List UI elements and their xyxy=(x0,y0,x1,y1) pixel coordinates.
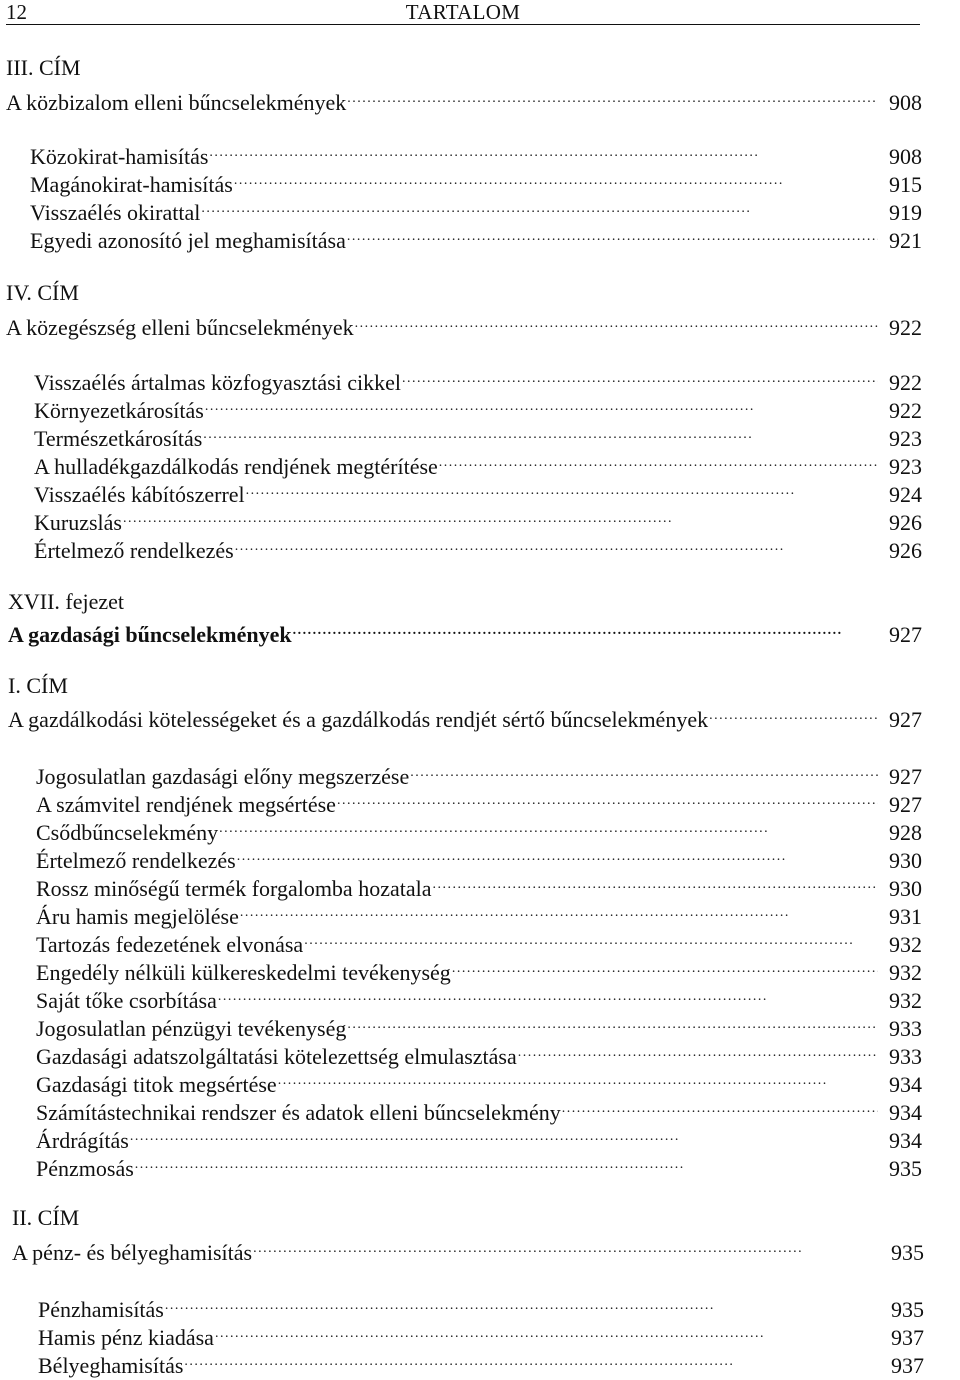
entry-page: 923 xyxy=(889,454,922,479)
entry-page: 932 xyxy=(889,988,922,1013)
dot-leader xyxy=(518,1036,878,1064)
entry-page: 931 xyxy=(889,904,922,929)
entry-title: A gazdasági bűncselekmények xyxy=(8,622,292,647)
entry-title: Magánokirat-hamisítás xyxy=(30,172,233,197)
toc-entry xyxy=(36,784,922,817)
entry-page: 927 xyxy=(889,707,922,732)
dot-leader xyxy=(452,952,878,980)
toc-entry xyxy=(34,418,922,451)
toc-entry xyxy=(36,1092,922,1125)
entry-page: 937 xyxy=(891,1325,924,1350)
dot-leader xyxy=(130,1120,878,1148)
entry-title: Közokirat-hamisítás xyxy=(30,144,209,169)
toc-entry xyxy=(30,192,922,225)
toc-entry xyxy=(34,362,922,395)
dot-leader xyxy=(209,136,878,164)
entry-title: Értelmező rendelkezés xyxy=(36,848,236,873)
dot-leader xyxy=(218,980,878,1008)
entry-title: Bélyeghamisítás xyxy=(38,1353,184,1378)
dot-leader xyxy=(219,812,878,840)
entry-page: 922 xyxy=(889,370,922,395)
toc-entry xyxy=(38,1289,924,1322)
toc-entry xyxy=(36,868,922,901)
entry-title: Engedély nélküli külkereskedelmi tevékenység xyxy=(36,960,451,985)
chapter-label: XVII. fejezet xyxy=(8,589,125,614)
toc-entry xyxy=(34,474,922,507)
entry-page: 928 xyxy=(889,820,922,845)
entry-title: Természetkárosítás xyxy=(34,426,203,451)
dot-leader xyxy=(237,840,878,868)
entry-title: Egyedi azonosító jel meghamisítása xyxy=(30,228,346,253)
dot-leader xyxy=(240,896,878,924)
entry-page: 921 xyxy=(889,228,922,253)
page-header xyxy=(6,0,920,25)
entry-page: 926 xyxy=(889,538,922,563)
dot-leader xyxy=(347,82,878,110)
entry-page: 908 xyxy=(889,90,922,115)
entry-title: A közbizalom elleni bűncselekmények xyxy=(6,90,347,115)
entry-page: 922 xyxy=(889,315,922,340)
toc-entry xyxy=(34,502,922,535)
dot-leader xyxy=(165,1289,880,1317)
toc-entry xyxy=(30,136,922,169)
entry-page: 923 xyxy=(889,426,922,451)
entry-page: 934 xyxy=(889,1072,922,1097)
entry-page: 934 xyxy=(889,1100,922,1125)
toc-entry-section xyxy=(12,1232,924,1265)
toc-entry xyxy=(36,952,922,985)
page-number: 12 xyxy=(6,0,27,24)
section-label: I. CÍM xyxy=(8,673,68,698)
entry-title: Kuruzslás xyxy=(34,510,122,535)
entry-page: 935 xyxy=(891,1240,924,1265)
entry-title: Jogosulatlan gazdasági előny megszerzése xyxy=(36,764,410,789)
dot-leader xyxy=(201,192,878,220)
toc-entry xyxy=(36,812,922,845)
dot-leader xyxy=(246,474,878,502)
dot-leader xyxy=(562,1092,878,1120)
toc-entry xyxy=(36,896,922,929)
entry-page: 924 xyxy=(889,482,922,507)
dot-leader xyxy=(135,1148,878,1176)
toc-entry-section xyxy=(6,307,922,340)
toc-entry xyxy=(38,1345,924,1378)
entry-page: 933 xyxy=(889,1016,922,1041)
dot-leader xyxy=(337,784,878,812)
entry-title: Környezetkárosítás xyxy=(34,398,204,423)
entry-title: Jogosulatlan pénzügyi tevékenység xyxy=(36,1016,347,1041)
entry-title: Saját tőke csorbítása xyxy=(36,988,217,1013)
toc-entry xyxy=(36,1036,922,1069)
dot-leader xyxy=(347,220,878,248)
dot-leader xyxy=(205,390,878,418)
entry-page: 930 xyxy=(889,848,922,873)
entry-page: 933 xyxy=(889,1044,922,1069)
section-label: II. CÍM xyxy=(12,1205,80,1230)
dot-leader xyxy=(410,756,878,784)
toc-entry xyxy=(30,164,922,197)
entry-title: Pénzhamisítás xyxy=(38,1297,164,1322)
entry-title: Gazdasági adatszolgáltatási kötelezettség elmulasztása xyxy=(36,1044,517,1069)
dot-leader xyxy=(215,1317,880,1345)
dot-leader xyxy=(304,924,878,952)
dot-leader xyxy=(355,307,878,335)
entry-title: Áru hamis megjelölése xyxy=(36,904,239,929)
toc-entry xyxy=(36,1148,922,1181)
dot-leader xyxy=(402,362,878,390)
entry-title: A gazdálkodási kötelességeket és a gazdálkodás rendjét sértő bűncselekmények xyxy=(8,707,709,732)
toc-entry-chapter xyxy=(8,614,922,647)
toc-entry xyxy=(36,840,922,873)
toc-entry xyxy=(38,1317,924,1350)
entry-page: 926 xyxy=(889,510,922,535)
entry-title: Csődbűncselekmény xyxy=(36,820,219,845)
entry-page: 935 xyxy=(889,1156,922,1181)
entry-page: 934 xyxy=(889,1128,922,1153)
dot-leader xyxy=(123,502,878,530)
toc-entry xyxy=(34,390,922,423)
toc-entry xyxy=(30,220,922,253)
entry-page: 932 xyxy=(889,932,922,957)
dot-leader xyxy=(235,530,878,558)
entry-title: A pénz- és bélyeghamisítás xyxy=(12,1240,253,1265)
entry-title: Gazdasági titok megsértése xyxy=(36,1072,277,1097)
toc-entry xyxy=(36,1008,922,1041)
dot-leader xyxy=(432,868,878,896)
entry-page: 927 xyxy=(889,792,922,817)
entry-page: 930 xyxy=(889,876,922,901)
dot-leader xyxy=(439,446,878,474)
entry-page: 919 xyxy=(889,200,922,225)
entry-page: 922 xyxy=(889,398,922,423)
entry-page: 932 xyxy=(889,960,922,985)
entry-page: 927 xyxy=(889,764,922,789)
toc-entry xyxy=(36,1064,922,1097)
toc-entry xyxy=(36,924,922,957)
dot-leader xyxy=(709,699,878,727)
dot-leader xyxy=(184,1345,880,1373)
entry-title: A számvitel rendjének megsértése xyxy=(36,792,336,817)
entry-title: Rossz minőségű termék forgalomba hozatala xyxy=(36,876,432,901)
dot-leader xyxy=(347,1008,878,1036)
toc-entry xyxy=(36,756,922,789)
entry-title: Értelmező rendelkezés xyxy=(34,538,234,563)
entry-page: 935 xyxy=(891,1297,924,1322)
entry-title: Számítástechnikai rendszer és adatok elleni bűncselekmény xyxy=(36,1100,561,1125)
dot-leader xyxy=(293,614,878,642)
running-title: TARTALOM xyxy=(405,0,521,24)
entry-page: 937 xyxy=(891,1353,924,1378)
entry-title: Tartozás fedezetének elvonása xyxy=(36,932,304,957)
entry-title: A közegészség elleni bűncselekmények xyxy=(6,315,354,340)
dot-leader xyxy=(278,1064,878,1092)
entry-page: 915 xyxy=(889,172,922,197)
entry-title: Pénzmosás xyxy=(36,1156,134,1181)
entry-title: Visszaélés ártalmas közfogyasztási cikkel xyxy=(34,370,402,395)
toc-entry xyxy=(36,980,922,1013)
entry-title: A hulladékgazdálkodás rendjének megtérítése xyxy=(34,454,438,479)
dot-leader xyxy=(203,418,878,446)
dot-leader xyxy=(234,164,878,192)
section-label: IV. CÍM xyxy=(6,280,79,305)
dot-leader xyxy=(253,1232,880,1260)
toc-entry xyxy=(36,1120,922,1153)
entry-title: Hamis pénz kiadása xyxy=(38,1325,214,1350)
entry-page: 908 xyxy=(889,144,922,169)
toc-entry-section xyxy=(8,699,922,732)
entry-title: Visszaélés okirattal xyxy=(30,200,201,225)
toc-entry xyxy=(34,530,922,563)
toc-entry-section xyxy=(6,82,922,115)
section-label: III. CÍM xyxy=(6,55,81,80)
entry-title: Visszaélés kábítószerrel xyxy=(34,482,245,507)
entry-title: Árdrágítás xyxy=(36,1128,129,1153)
toc-entry xyxy=(34,446,922,479)
entry-page: 927 xyxy=(889,622,922,647)
